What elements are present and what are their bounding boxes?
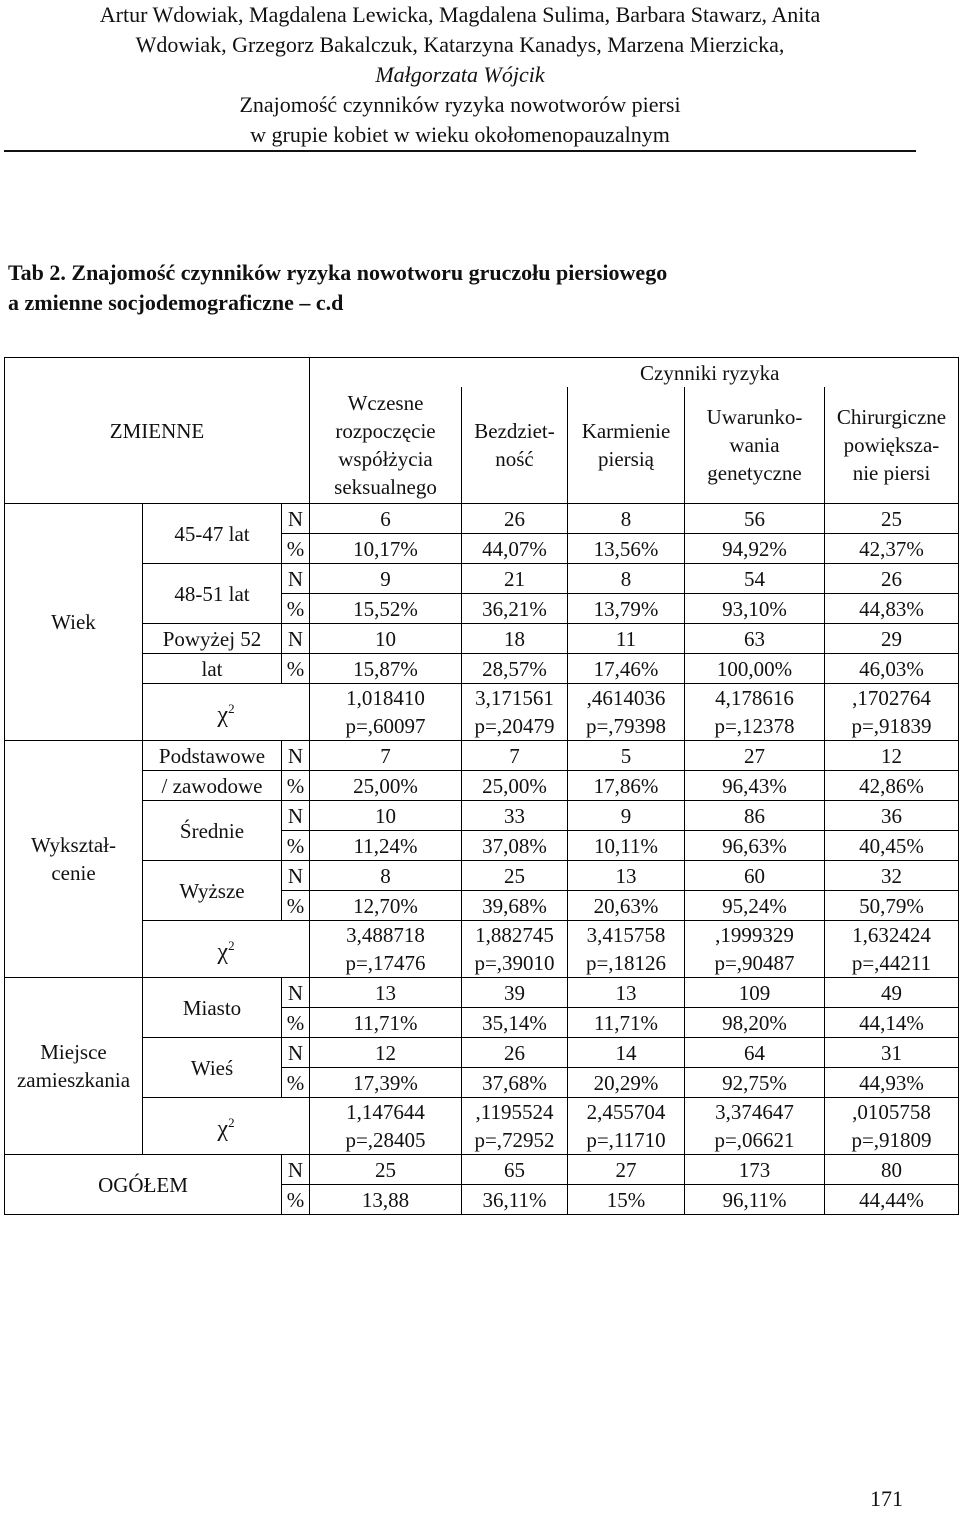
group-label-wyksztalcenie: Wykształ- cenie (5, 741, 143, 978)
table-row: 48-51 lat N 9 21 8 54 26 (5, 564, 959, 594)
authors-line: Wdowiak, Grzegorz Bakalczuk, Katarzyna Kanadys, Marzena Mierzicka, (135, 32, 785, 57)
caption-line: a zmienne socjodemograficzne – c.d (8, 290, 344, 315)
table-row: % 13,88 36,11% 15% 96,11% 44,44% (5, 1185, 959, 1215)
table-row: Miejsce zamieszkania Miasto N 13 39 13 109 49 (5, 978, 959, 1008)
table-row: % 11,24% 37,08% 10,11% 96,63% 40,45% (5, 831, 959, 861)
table-row: Średnie N 10 33 9 86 36 (5, 801, 959, 831)
header-wczesne: Wczesne rozpoczęcie współżycia seksualnego (310, 387, 462, 504)
table-row: OGÓŁEM N 25 65 27 173 80 (5, 1155, 959, 1185)
authors-line: Artur Wdowiak, Magdalena Lewicka, Magdalena Sulima, Barbara Stawarz, Anita (99, 2, 821, 27)
data-table: ZMIENNE Czynniki ryzyka Wczesne rozpoczęcie współżycia seksualnego Bezdziet- ność Karmienie piersią Uwarunko- wania genetyczne Chirurgiczne powiększa- nie piersi Wiek 45-47 lat N 6 26 8 56 25 % 10,17% 44,07% 13,56% 94,92% 42,37% 48-51 lat N 9 21 8 54 26 % 15,52% 36,21% 13,79% 93,10% 44,83% Powyżej 52 N 10 18 11 63 29 lat % 15,87% 28,57% 17,46% 100,00% 46,03% $\chi^2$ 1,018410 p=,60097 3,171561 p=,20479 ,4614036 p=,79398 4,178616 p=,12378 ,1702764 p=,91839 Wykształ- cenie Podstawowe N 7 7 5 27 12 / zawodowe % 25,00% 25,00% 17,86% 96,43% 42,86% Średnie N 10 33 9 86 36 % 11,24% 37,08% 10,11% 96,63% 40,45% Wyższe N 8 25 13 60 32 % 12,70% 39,68% 20,63% 95,24% 50,79% $\chi^2$ 3,488718 p=,17476 1,882745 p=,39010 3,415758 p=,18126 ,1999329 p=,90487 1,632424 p=,44211 Miejsce zamieszkania Miasto N 13 39 13 109 49 % 11,71% 35,14% 11,71% 98,20% 44,14% Wieś N 12 26 14 64 31 % 17,39% 37,68% 20,29% 92,75% 44,93% $\chi^2$ 1,147644 p=,28405 ,1195524 p=,72952 2,455704 p=,11710 3,374647 p=,06621 ,0105758 p=,91809 OGÓŁEM N 25 65 27 173 80 % 13,88 36,11% 15% 96,11% 44,44% (4, 357, 959, 1215)
header-bezdzietnosc: Bezdziet- ność (462, 387, 568, 504)
table-row: Wieś N 12 26 14 64 31 (5, 1038, 959, 1068)
header-spacer (310, 358, 462, 388)
table-row: % 11,71% 35,14% 11,71% 98,20% 44,14% (5, 1008, 959, 1038)
header-rule (4, 150, 916, 152)
article-title-line: w grupie kobiet w wieku okołomenopauzalnym (250, 122, 670, 147)
header-zmienne: ZMIENNE (5, 358, 310, 504)
table-row: % 17,39% 37,68% 20,29% 92,75% 44,93% (5, 1068, 959, 1098)
chi-square-label: $\chi^2$ (143, 921, 310, 978)
row-label: lat (143, 654, 282, 684)
row-label: Średnie (143, 801, 282, 861)
table-caption (8, 258, 948, 318)
row-label: Miasto (143, 978, 282, 1038)
row-label: / zawodowe (143, 771, 282, 801)
row-label: Podstawowe (143, 741, 282, 771)
row-label: 45-47 lat (143, 504, 282, 564)
table-row: Wyższe N 8 25 13 60 32 (5, 861, 959, 891)
header-czynniki-ryzyka: Czynniki ryzyka (462, 358, 959, 388)
header-karmienie: Karmienie piersią (568, 387, 685, 504)
caption-line: Tab 2. Znajomość czynników ryzyka nowotworu gruczołu piersiowego (8, 260, 668, 285)
group-label-wiek: Wiek (5, 504, 143, 741)
group-label-miejsce: Miejsce zamieszkania (5, 978, 143, 1155)
header-chirurgiczne: Chirurgiczne powiększa- nie piersi (825, 387, 959, 504)
table-row: % 12,70% 39,68% 20,63% 95,24% 50,79% (5, 891, 959, 921)
article-title-line: Znajomość czynników ryzyka nowotworów piersi (239, 92, 681, 117)
row-label: Wyższe (143, 861, 282, 921)
row-label: Powyżej 52 (143, 624, 282, 654)
table-row: / zawodowe % 25,00% 25,00% 17,86% 96,43% 42,86% (5, 771, 959, 801)
chi-square-label: $\chi^2$ (143, 684, 310, 741)
row-label: Wieś (143, 1038, 282, 1098)
table-row: lat % 15,87% 28,57% 17,46% 100,00% 46,03% (5, 654, 959, 684)
table-row: Wykształ- cenie Podstawowe N 7 7 5 27 12 (5, 741, 959, 771)
chi-square-label: $\chi^2$ (143, 1098, 310, 1155)
table-row: % 15,52% 36,21% 13,79% 93,10% 44,83% (5, 594, 959, 624)
row-label: 48-51 lat (143, 564, 282, 624)
table-row: Wiek 45-47 lat N 6 26 8 56 25 (5, 504, 959, 534)
header-uwarunkowania: Uwarunko- wania genetyczne (685, 387, 825, 504)
table-row: Powyżej 52 N 10 18 11 63 29 (5, 624, 959, 654)
authors-line: Małgorzata Wójcik (375, 62, 545, 87)
row-label-ogolem: OGÓŁEM (5, 1155, 282, 1215)
running-head (0, 0, 920, 150)
table-row: % 10,17% 44,07% 13,56% 94,92% 42,37% (5, 534, 959, 564)
page-number: 171 (870, 1486, 903, 1511)
